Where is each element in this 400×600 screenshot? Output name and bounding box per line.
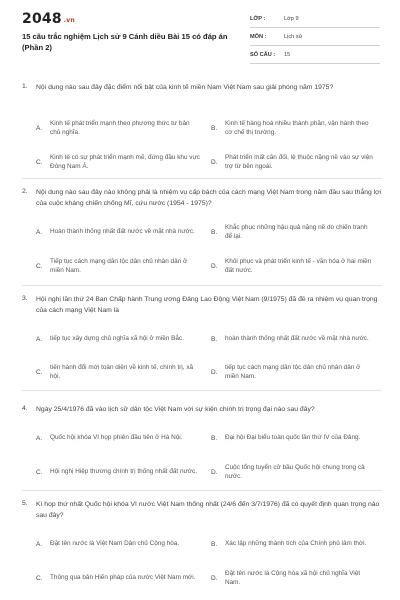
option-letter: C. xyxy=(36,262,43,270)
option-b[interactable] xyxy=(211,423,381,453)
question-text: Ngày 25/4/1976 đã vào lịch sử dân tộc Việt Nam với sự kiện chính trị trọng đại nào sau đây? xyxy=(36,406,315,413)
question-number: 5. xyxy=(22,500,28,507)
option-text: Kinh tế phát triển mạnh theo phương thức tư bản chủ nghĩa. xyxy=(50,119,190,136)
option-letter: D. xyxy=(211,262,218,270)
option-d[interactable] xyxy=(211,147,381,177)
question-5 xyxy=(0,500,400,600)
document-title: 15 câu trắc nghiệm Lịch sử 9 Cánh diều Bài 15 có đáp án (Phần 2) xyxy=(22,32,228,52)
option-letter: A. xyxy=(36,228,43,236)
option-b[interactable] xyxy=(211,324,381,354)
option-text: Quốc hội khóa VI họp phiên đầu tiên ở Hà Nội. xyxy=(50,434,183,442)
option-text: Thông qua bản Hiến pháp của nước Việt Nam mới. xyxy=(50,574,196,582)
option-text: Xác lập những thành tích của Chính phủ lâm thời. xyxy=(225,540,367,548)
question-text: Hội nghị lần thứ 24 Ban Chấp hành Trung ương Đảng Lao Động Việt Nam (9/1975) đã đề ra nhiệm vụ quan trọng của cách mạng Việt Nam là xyxy=(36,296,378,314)
option-c[interactable] xyxy=(36,251,206,281)
question-number: 2. xyxy=(22,188,28,195)
question-divider xyxy=(22,178,382,179)
meta-value: Lớp 9 xyxy=(284,15,299,22)
option-text: tiếp tục xây dựng chủ nghĩa xã hội ở miền Bắc. xyxy=(50,335,184,343)
option-b[interactable] xyxy=(211,217,381,247)
question-number: 4. xyxy=(22,405,28,412)
option-d[interactable] xyxy=(211,357,381,387)
option-c[interactable] xyxy=(36,457,206,487)
option-text: Đặt tên nước là Việt Nam Dân chủ Cộng hòa. xyxy=(50,540,180,548)
option-d[interactable] xyxy=(211,251,381,281)
option-letter: B. xyxy=(211,124,218,132)
document-meta xyxy=(250,10,380,64)
option-letter: C. xyxy=(36,368,43,376)
option-letter: B. xyxy=(211,228,218,236)
question-2 xyxy=(0,188,400,288)
question-divider xyxy=(22,390,382,391)
option-letter: B. xyxy=(211,434,218,442)
option-d[interactable] xyxy=(211,457,381,487)
option-b[interactable] xyxy=(211,113,381,143)
option-a[interactable] xyxy=(36,423,206,453)
option-text: hoàn thành thống nhất đất nước về mặt nhà nước. xyxy=(225,335,369,343)
meta-label: LỚP : xyxy=(250,15,266,22)
question-text: Kì họp thứ nhất Quốc hội khóa VI nước Việt Nam thống nhất (24/6 đến 3/7/1976) đã có quyết định quan trọng nào sau đây? xyxy=(36,501,380,519)
option-b[interactable] xyxy=(211,529,381,559)
option-text: Hoàn thành thống nhất đất nước về mặt nhà nước. xyxy=(50,228,195,236)
option-a[interactable] xyxy=(36,324,206,354)
meta-label: MÔN : xyxy=(250,33,267,40)
option-letter: D. xyxy=(211,158,218,166)
option-letter: A. xyxy=(36,540,43,548)
option-text: Kinh tế có sự phát triển mạnh mẽ, đứng đầu khu vực Đông Nam Á. xyxy=(50,153,200,170)
option-text: tiến hành đổi mới toàn diện về kinh tế, chính trị, xã hội. xyxy=(50,363,194,380)
logo-suffix: .vn xyxy=(63,17,75,24)
question-number: 3. xyxy=(22,295,28,302)
option-text: Khôi phục và phát triển kinh tế - văn hóa ở hai miền đất nước. xyxy=(225,257,372,274)
meta-value: 15 xyxy=(284,51,291,58)
meta-row-subject xyxy=(250,28,380,46)
option-text: Cuộc tổng tuyển cử bầu Quốc hội chung trong cả nước. xyxy=(225,463,365,480)
option-c[interactable] xyxy=(36,357,206,387)
option-d[interactable] xyxy=(211,563,381,593)
question-divider xyxy=(22,285,382,286)
question-4 xyxy=(0,405,400,495)
option-letter: B. xyxy=(211,540,218,548)
document-header xyxy=(0,0,400,68)
option-letter: A. xyxy=(36,335,43,343)
question-text: Nội dung nào sau đây đặc điểm nổi bật của kinh tế miền Nam Việt Nam sau giải phóng năm 1975? xyxy=(36,84,334,91)
meta-row-class xyxy=(250,10,380,28)
meta-label: SỐ CÂU : xyxy=(250,51,276,58)
option-text: Kinh tế hàng hoá nhiều thành phần, vận hành theo cơ chế thị trường. xyxy=(225,119,369,136)
option-text: Tiếp tục cách mạng dân tộc dân chủ nhân dân ở miền Nam. xyxy=(50,257,188,274)
meta-row-count xyxy=(250,46,380,64)
option-letter: B. xyxy=(211,335,218,343)
logo-main: 2048 xyxy=(22,11,62,27)
option-letter: A. xyxy=(36,434,43,442)
question-number: 1. xyxy=(22,83,28,90)
option-a[interactable] xyxy=(36,529,206,559)
option-letter: D. xyxy=(211,368,218,376)
option-letter: D. xyxy=(211,574,218,582)
question-1 xyxy=(0,83,400,183)
option-text: Hội nghị Hiệp thương chính trị thống nhất đất nước. xyxy=(50,468,197,476)
option-a[interactable] xyxy=(36,217,206,247)
site-logo[interactable] xyxy=(22,11,75,27)
option-letter: A. xyxy=(36,124,43,132)
option-text: Khắc phục những hậu quả nặng nề do chiến tranh để lại. xyxy=(225,223,368,240)
option-letter: C. xyxy=(36,158,43,166)
option-letter: C. xyxy=(36,574,43,582)
question-divider xyxy=(22,490,382,491)
option-text: Phát triển mất cân đối, lệ thuộc nặng nề vào sự viện trợ từ bên ngoài. xyxy=(225,153,373,170)
question-3 xyxy=(0,295,400,395)
option-c[interactable] xyxy=(36,147,206,177)
question-text: Nội dung nào sau đây nào không phải là nhiệm vụ cấp bách của cách mạng Việt Nam trong năm đầu sau thắng lợi của cuộc kháng chiến chống Mĩ, cứu nước (1954 - 1975)? xyxy=(36,189,382,207)
option-letter: C. xyxy=(36,468,43,476)
option-text: Đại hội Đại biểu toàn quốc lần thứ IV của Đảng. xyxy=(225,434,361,442)
option-text: tiếp tục cách mạng dân tộc dân chủ nhân dân ở miền Nam. xyxy=(225,363,361,380)
option-letter: D. xyxy=(211,468,218,476)
option-a[interactable] xyxy=(36,113,206,143)
option-c[interactable] xyxy=(36,563,206,593)
option-text: Đặt tên nước là Cộng hòa xã hội chủ nghĩa Việt Nam. xyxy=(225,569,361,586)
meta-value: Lịch sử xyxy=(284,33,303,40)
